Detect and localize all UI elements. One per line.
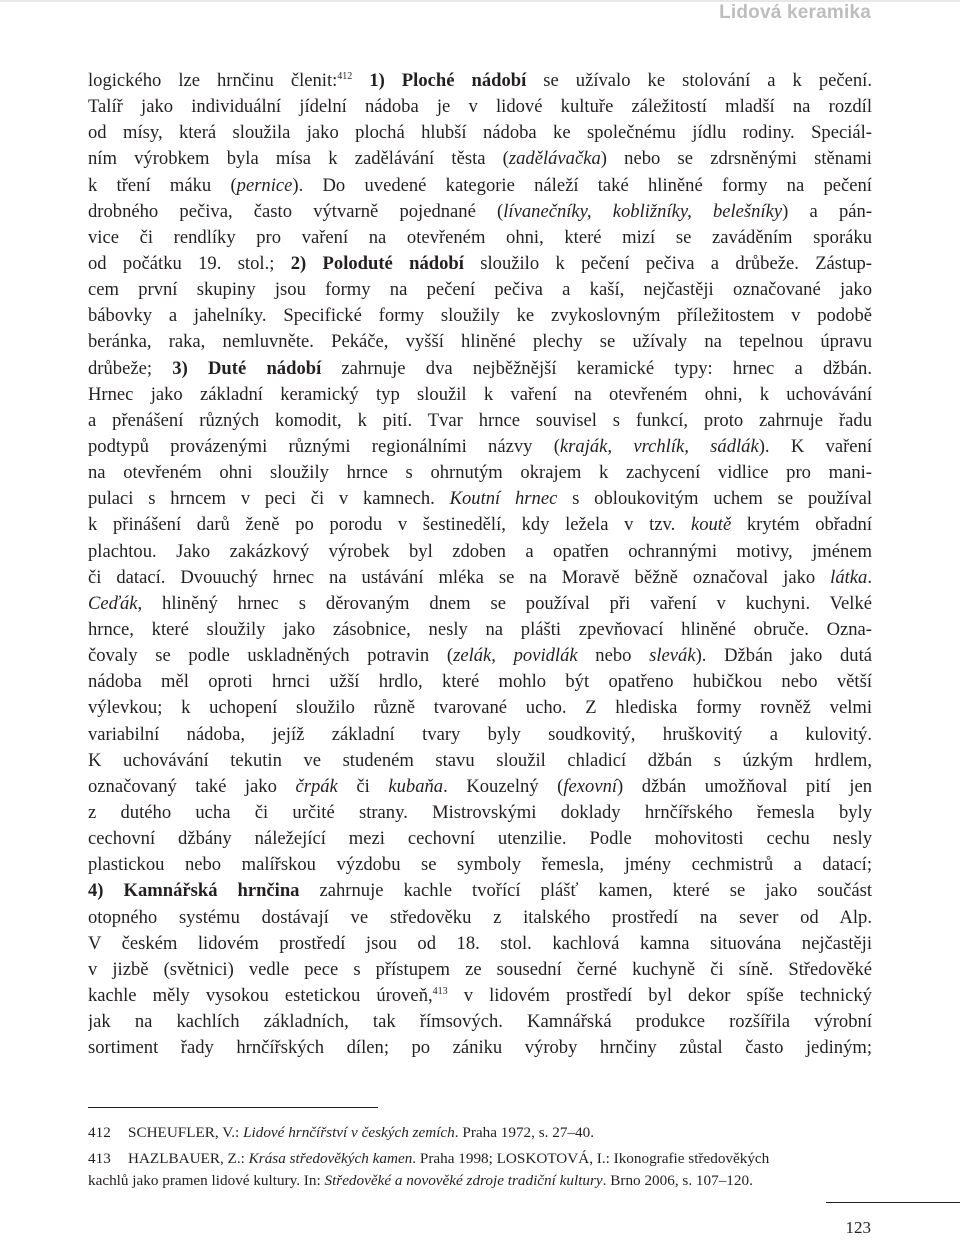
text-run: koutě [690,514,732,536]
text-run: krytém obřadní [731,514,872,536]
text-run: fexovní [563,775,618,797]
text-line [88,408,872,434]
text-line [88,460,872,486]
text-run [352,70,369,91]
text-line [88,303,872,329]
text-line [88,983,872,1009]
text-line [88,643,872,669]
text-line [88,173,872,199]
text-run: plachtou. Jako zakázkový výrobek byl zdoben a opatřen ochrannými motivy, jménem [88,540,872,562]
text-line [88,434,872,460]
text-line [88,251,872,277]
text-run: nebo [577,645,650,667]
text-run: ). Do uvedené kategorie náleží také hliněné formy na pečení [292,174,872,196]
text-run: otopného systému dostávají ve středověku z italského prostředí na sever od Alp. [88,906,872,928]
text-run: črpák [295,775,338,797]
text-run: cem první skupiny jsou formy na pečení pečiva a kaší, nejčastěji označované jako [88,279,872,301]
footnote-rule [88,1107,378,1108]
text-run: látka [830,566,868,588]
text-run: jak na kachlích základních, tak římsových. Kamnářská produkce rozšířila výrobní [88,1011,872,1033]
text-run: plastickou nebo malířskou výzdobu se symboly řemesla, jmény cechmistrů a datací; [88,854,872,876]
footnote-reference: 413 [432,985,448,997]
page-number: 123 [845,1218,871,1237]
text-run: z dutého ucha či určité strany. Mistrovskými doklady hrnčířského řemesla byly [88,801,872,823]
text-run: od počátku 19. stol.; [88,252,291,274]
text-run: v jizbě (světnici) vedle pece s přístupem ze sousední černé kuchyně či síně. Středověké [88,958,872,980]
text-run: k tření máku ( [88,174,237,196]
footnote-text: SCHEUFLER, V.: [128,1124,244,1141]
text-line [88,565,872,591]
text-run: se užívalo ke stolování a k pečení. [526,70,872,91]
text-line [88,800,872,826]
text-run: kraják, vrchlík, sádlák [559,435,759,457]
text-run: ním výrobkem byla mísa k zadělávání těsta ( [88,148,509,170]
text-run: V českém lidovém prostředí jsou od 18. stol. kachlová kamna situována nejčastěji [88,932,872,954]
text-run: kachle měly vysokou estetickou úroveň, [88,984,433,1006]
text-run: v lidovém prostředí byl dekor spíše technický [447,984,872,1006]
text-run: pulaci s hrncem v peci či v kamnech. [88,488,450,510]
footnote-number: 412 [88,1124,111,1141]
text-line [88,1009,872,1035]
text-run: 1) Ploché nádobí [369,70,527,91]
text-run: bábovky a jahelníky. Specifické formy sloužily ke zvykoslovným příležitostem v podobě [88,305,872,327]
text-run: sortiment řady hrnčířských dílen; po zániku výroby hrnčiny zůstal často jediným; [88,1037,872,1059]
text-run: drobného pečiva, často výtvarně pojednané ( [88,200,504,222]
text-line [88,826,872,852]
text-run: . Kouzelný ( [443,775,564,797]
footnotes [88,1122,872,1192]
text-run: zelák, povidlák [453,645,578,667]
text-run: cechovní džbány náležející mezi cechovní utenzilie. Podle mohovitosti cechu nesly [88,828,872,850]
text-run: . [867,566,872,588]
footnote-line [88,1148,872,1170]
text-run: variabilní nádoba, jejíž základní tvary byly soudkovitý, hruškovitý a kulovitý. [88,723,872,745]
text-run: Ceďák [88,592,138,614]
text-line [88,382,872,408]
text-run: podtypů provázenými různými regionálními názvy ( [88,435,560,457]
text-run: s obloukovitým uchem se používal [557,488,872,510]
text-run: a přenášení různých komodit, k pití. Tvar hrnce souvisel s funkcí, proto zahrnuje řadu [88,409,872,431]
text-line [88,486,872,512]
footnote-text: kachlů jako pramen lidové kultury. In: [88,1172,325,1189]
footnote-text: HAZLBAUER, Z.: [128,1150,249,1167]
text-run: či [337,775,389,797]
text-line [88,695,872,721]
text-run: logického lze hrnčinu členit: [88,70,338,91]
footnote-text: . Brno 2006, s. 107–120. [602,1172,753,1189]
text-line [88,748,872,774]
text-run: zahrnuje dva nejběžnější keramické typy: hrnec a džbán. [321,357,872,379]
text-line [88,146,872,172]
text-line [88,225,872,251]
text-line [88,617,872,643]
text-run: pernice [236,174,293,196]
page-number-rule [826,1202,960,1203]
text-run: 4) Kamnářská hrnčina [88,880,300,902]
text-run: slevák [649,645,696,667]
text-run: ) a pán- [782,200,872,222]
footnote-reference: 412 [337,71,353,82]
text-run: 2) Poloduté nádobí [290,252,464,274]
text-run: ). K vaření [758,435,872,457]
running-head: Lidová keramika [719,2,871,23]
text-run: ) nebo se zdrsněnými stěnami [600,148,872,170]
text-run: označovaný také jako [88,775,296,797]
text-run: 3) Duté nádobí [172,357,322,379]
text-run: Talíř jako individuální jídelní nádoba je v lidové kultuře záležitostí mladší na rozdíl [88,96,872,118]
footnote-text: Krása středověkých kamen [248,1150,413,1167]
text-run: lívanečníky, kobližníky, belešníky [503,200,783,222]
text-run: vice či rendlíky pro vaření na otevřeném ohni, které mizí se zaváděním sporáku [88,226,872,248]
text-run: zahrnuje kachle tvořící plášť kamen, které se jako součást [299,880,872,902]
text-run: ). Džbán jako dutá [695,645,872,667]
text-run: zadělávačka [508,148,601,170]
text-line [88,356,872,382]
text-run: od mísy, která sloužila jako plochá hlubší nádoba ke společnému jídlu rodiny. Speciál- [88,122,872,144]
text-run: čovaly se podle uskladněných potravin ( [88,645,454,667]
text-run: K uchovávání tekutin ve studeném stavu sloužil chladicí džbán s úzkým hrdlem, [88,749,872,771]
text-run: ) džbán umožňoval pití jen [617,775,872,797]
footnote-line [88,1170,872,1192]
body-text [88,68,872,1061]
text-line [88,878,872,904]
text-line [88,199,872,225]
text-line [88,957,872,983]
text-run: beránka, raka, nemluvněte. Pekáče, vyšší hliněné plechy se užívaly na tepelnou úpravu [88,331,872,353]
footnote-line [88,1122,872,1144]
text-line [88,120,872,146]
text-run: hrnce, které sloužily jako zásobnice, nesly na plášti zpevňovací hliněné obruče. Ozna- [88,618,872,640]
footnote-text: . Praha 1972, s. 27–40. [454,1124,594,1141]
text-run: na otevřeném ohni sloužily hrnce s ohrnutým okrajem k zachycení vidlice pro mani- [88,462,872,484]
text-line [88,277,872,303]
text-run: Hrnec jako základní keramický typ sloužil k vaření na otevřeném ohni, k uchovávání [88,383,872,405]
text-line [88,68,872,94]
text-line [88,1035,872,1061]
text-run: či datací. Dvouuchý hrnec na ustávání mléka se na Moravě běžně označoval jako [88,566,831,588]
text-run: Koutní hrnec [449,488,558,510]
footnote-text: Středověké a novověké zdroje tradiční kultury [324,1172,603,1189]
text-run: nádoba měl oproti hrnci užší hrdlo, které mohlo být opatřeno hubičkou nebo větší [88,671,872,693]
text-line [88,539,872,565]
text-line [88,905,872,931]
text-line [88,852,872,878]
footnote-number: 413 [88,1150,111,1167]
footnote-text: Lidové hrnčířství v českých zemích [243,1124,455,1141]
text-run: výlevkou; k uchopení sloužilo různě tvarované ucho. Z hlediska formy rovněž velmi [88,697,872,719]
text-line [88,722,872,748]
text-run: , hliněný hrnec s děrovaným dnem se používal při vaření v kuchyni. Velké [137,592,872,614]
text-line [88,669,872,695]
text-line [88,329,872,355]
text-run: drůbeže; [88,357,173,379]
text-line [88,931,872,957]
text-line [88,774,872,800]
footnote-text: . Praha 1998; LOSKOTOVÁ, I.: Ikonografie středověkých [412,1150,770,1167]
text-line [88,591,872,617]
text-line [88,94,872,120]
text-run: kubaňa [388,775,444,797]
text-line [88,512,872,538]
text-run: k přinášení darů ženě po porodu v šestinedělí, kdy ležela v tzv. [88,514,691,536]
text-run: sloužilo k pečení pečiva a drůbeže. Zástup- [463,252,872,274]
